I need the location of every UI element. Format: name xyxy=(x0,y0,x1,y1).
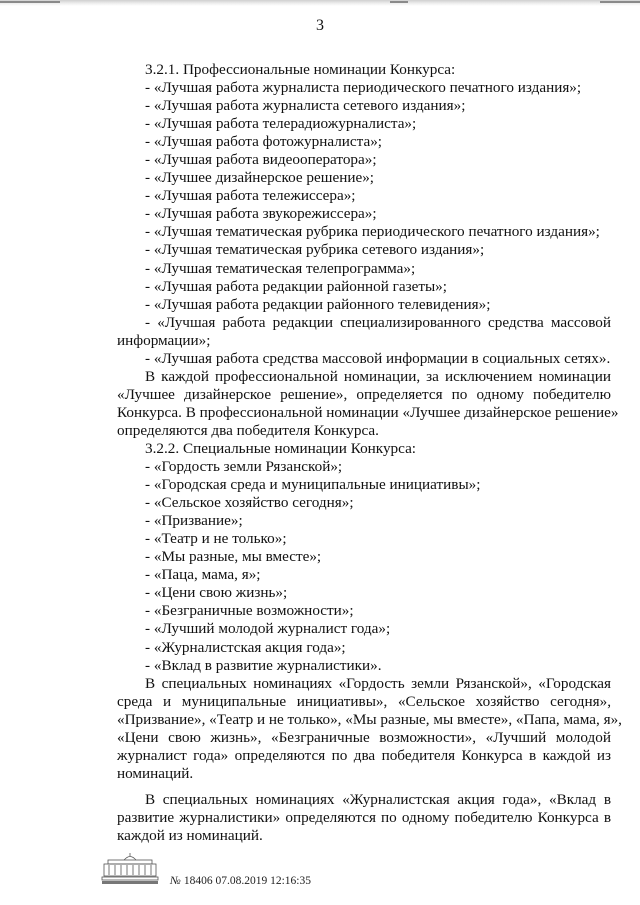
paragraph-text: каждой из номинаций. xyxy=(117,826,263,844)
paragraph-line xyxy=(0,791,640,809)
paragraph-line xyxy=(0,404,640,422)
paragraph-line xyxy=(0,809,640,827)
registration-code-text: 18406 07.08.2019 12:16:35 xyxy=(183,875,311,887)
document-body xyxy=(0,61,640,845)
list-item xyxy=(0,97,640,115)
list-item xyxy=(0,494,640,512)
paragraph-line xyxy=(0,675,640,693)
list-item-text: - «Лучший молодой журналист года»; xyxy=(145,620,391,638)
list-item xyxy=(0,657,640,675)
list-item-text: - «Лучшая работа журналиста периодического печатного издания»; xyxy=(145,79,582,97)
list-item-text: - «Лучшая тематическая рубрика сетевого издания»; xyxy=(145,241,485,259)
paragraph-line xyxy=(0,422,640,440)
list-item-text: - «Лучшая работа средства массовой информации в социальных сетях». xyxy=(145,349,611,367)
paragraph-text: «Лучшее дизайнерское решение», определяется по одному победителю xyxy=(117,385,611,403)
list-item-text: - «Паца, мама, я»; xyxy=(145,566,261,584)
list-item-text: - «Лучшая работа редакции специализированного средства массовой xyxy=(145,313,611,331)
list-item-text: - «Лучшая работа редакции районного телевидения»; xyxy=(145,295,491,313)
list-item xyxy=(0,223,640,241)
section-heading xyxy=(0,61,640,79)
list-item-text: - «Лучшая работа фотожурналиста»; xyxy=(145,133,383,151)
list-item xyxy=(0,296,640,314)
list-item-text: - «Городская среда и муниципальные инициативы»; xyxy=(145,476,481,494)
list-item-text: - «Лучшее дизайнерское решение»; xyxy=(145,169,375,187)
list-item xyxy=(0,639,640,657)
list-item xyxy=(0,476,640,494)
paragraph-text: В каждой профессиональной номинации, за исключением номинации xyxy=(145,367,611,385)
paragraph-line xyxy=(0,747,640,765)
building-emblem-icon xyxy=(100,850,160,886)
list-item xyxy=(0,169,640,187)
paragraph-text: развитие журналистики» определяются по одному победителю Конкурса в xyxy=(117,808,611,826)
list-item-text: - «Лучшая работа звукорежиссера»; xyxy=(145,205,377,223)
paragraph-text: среда и муниципальные инициативы», «Сельское хозяйство сегодня», xyxy=(117,692,611,710)
list-item-text: - «Лучшая тематическая телепрограмма»; xyxy=(145,259,416,277)
list-item xyxy=(0,133,640,151)
section-heading xyxy=(0,440,640,458)
list-item xyxy=(0,314,640,332)
paragraph-text: номинаций. xyxy=(117,764,194,782)
scan-edge xyxy=(0,0,640,6)
list-item-text: - «Лучшая работа видеооператора»; xyxy=(145,151,377,169)
paragraph-gap xyxy=(0,783,640,791)
heading-text: 3.2.1. Профессиональные номинации Конкурса: xyxy=(145,61,456,78)
page-number: 3 xyxy=(316,17,324,34)
paragraph-text: «Цени свою жизнь», «Безграничные возможности», «Лучший молодой xyxy=(117,728,611,746)
paragraph-line xyxy=(0,729,640,747)
list-item xyxy=(0,278,640,296)
list-item-text: - «Вклад в развитие журналистики». xyxy=(145,656,382,674)
list-item xyxy=(0,620,640,638)
list-item xyxy=(0,458,640,476)
paragraph-text: «Призвание», «Театр и не только», «Мы разные, мы вместе», «Папа, мама, я», xyxy=(117,710,622,728)
list-item xyxy=(0,151,640,169)
number-sign: № xyxy=(170,875,181,887)
scan-mark xyxy=(0,1,60,3)
paragraph-line xyxy=(0,368,640,386)
list-item-text: - «Лучшая работа журналиста сетевого издания»; xyxy=(145,97,466,115)
list-item-text: - «Лучшая тематическая рубрика периодического печатного издания»; xyxy=(145,223,600,241)
paragraph-text: определяются два победителя Конкурса. xyxy=(117,421,379,439)
paragraph-line xyxy=(0,711,640,729)
list-item-text: - «Безграничные возможности»; xyxy=(145,602,354,620)
list-item xyxy=(0,79,640,97)
paragraph-line xyxy=(0,765,640,783)
list-item-text: - «Лучшая работа телерадиожурналиста»; xyxy=(145,115,417,133)
document-registration-code xyxy=(170,875,311,887)
list-item xyxy=(0,584,640,602)
paragraph-text: В специальных номинациях «Журналистская акция года», «Вклад в xyxy=(145,790,611,808)
heading-text: 3.2.2. Специальные номинации Конкурса: xyxy=(145,439,417,457)
list-item-text: - «Сельское хозяйство сегодня»; xyxy=(145,494,354,512)
list-item-text: - «Цени свою жизнь»; xyxy=(145,584,288,602)
list-item xyxy=(0,260,640,278)
list-item xyxy=(0,512,640,530)
list-item xyxy=(0,187,640,205)
list-item-text: - «Мы разные, мы вместе»; xyxy=(145,548,322,566)
list-item xyxy=(0,205,640,223)
list-item xyxy=(0,602,640,620)
paragraph-line xyxy=(0,386,640,404)
list-item xyxy=(0,566,640,584)
list-item xyxy=(0,241,640,259)
list-item-text: - «Журналистская акция года»; xyxy=(145,638,346,656)
paragraph-text: журналист года» определяются по два победителя Конкурса в каждой из xyxy=(117,746,611,764)
list-item-continuation xyxy=(0,332,640,350)
list-item xyxy=(0,350,640,368)
scan-mark xyxy=(390,1,408,3)
list-item-text: - «Лучшая работа редакции районной газеты»; xyxy=(145,277,447,295)
list-item-text: - «Призвание»; xyxy=(145,512,243,530)
list-item-text: - «Театр и не только»; xyxy=(145,530,287,548)
paragraph-line xyxy=(0,693,640,711)
paragraph-line xyxy=(0,827,640,845)
list-item xyxy=(0,115,640,133)
list-item-text: информации»; xyxy=(117,331,211,349)
paragraph-text: В специальных номинациях «Гордость земли Рязанской», «Городская xyxy=(145,674,611,692)
list-item-text: - «Гордость земли Рязанской»; xyxy=(145,458,343,476)
list-item-text: - «Лучшая работа тележиссера»; xyxy=(145,187,356,205)
list-item xyxy=(0,548,640,566)
paragraph-text: Конкурса. В профессиональной номинации «Лучшее дизайнерское решение» xyxy=(117,403,619,421)
list-item xyxy=(0,530,640,548)
scan-mark xyxy=(600,1,640,3)
